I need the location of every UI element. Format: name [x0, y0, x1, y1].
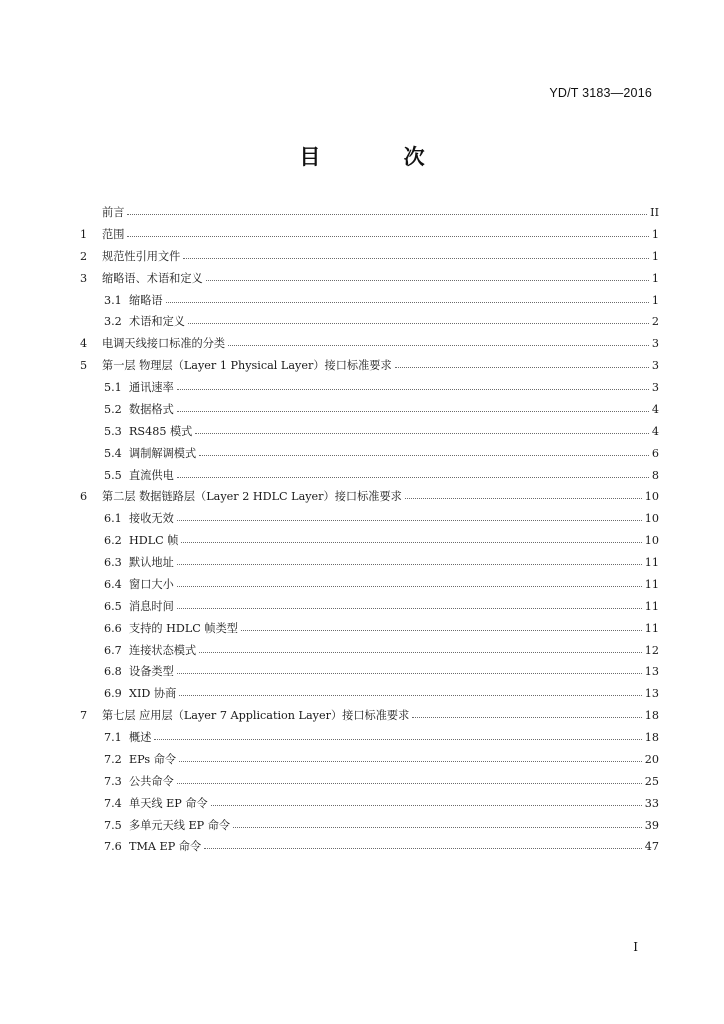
toc-entry-number: 6.3: [104, 556, 122, 569]
dot-leader: [188, 323, 649, 324]
toc-entry-number: 6.2: [104, 534, 122, 548]
dot-leader: [127, 236, 648, 237]
toc-entry-title: 公共命令: [129, 774, 174, 788]
toc-entry-number: 7.3: [104, 774, 122, 788]
toc-entry-title: RS485 模式: [129, 424, 193, 438]
toc-entry-number: 3.1: [104, 293, 122, 307]
dot-leader: [177, 389, 649, 390]
toc-entry-page: 13: [644, 665, 659, 679]
dot-leader: [183, 258, 649, 259]
dot-leader: [154, 739, 641, 740]
toc-entry-page: 11: [644, 599, 659, 613]
dot-leader: [177, 608, 642, 609]
toc-entry-number: 5.4: [104, 446, 122, 460]
toc-entry[interactable]: [80, 793, 659, 815]
toc-entry-page: 10: [644, 534, 659, 548]
toc-entry[interactable]: [80, 202, 659, 224]
toc-entry-title: 电调天线接口标准的分类: [102, 337, 226, 351]
standard-id: YD/T 3183—2016: [549, 86, 652, 100]
toc-entry-number: 7.4: [104, 796, 122, 810]
toc-entry[interactable]: [80, 421, 659, 443]
toc-entry-number: 7.1: [104, 731, 122, 744]
toc-entry-number: 6.9: [104, 687, 122, 701]
toc-entry-number: 6.1: [104, 512, 122, 526]
toc-entry-title: 第二层 数据链路层（Layer 2 HDLC Layer）接口标准要求: [102, 490, 402, 504]
toc-entry-page: 11: [644, 556, 659, 569]
toc-entry-title: 调制解调模式: [129, 446, 197, 460]
toc-entry[interactable]: [80, 290, 659, 312]
toc-entry-page: II: [650, 206, 659, 219]
toc-entry[interactable]: [80, 683, 659, 705]
toc-entry-page: 6: [651, 446, 659, 460]
toc-entry-page: 1: [651, 249, 659, 263]
toc-entry[interactable]: [80, 399, 659, 421]
toc-entry[interactable]: [80, 268, 659, 290]
toc-entry-page: 11: [644, 621, 659, 635]
toc-entry-page: 2: [651, 315, 659, 329]
toc-entry-number: 3: [80, 271, 88, 285]
toc-entry-title: 范围: [102, 227, 125, 241]
toc-entry[interactable]: [80, 224, 659, 246]
toc-entry-page: 20: [644, 752, 659, 766]
toc-entry-title: 支持的 HDLC 帧类型: [129, 621, 238, 635]
toc-entry[interactable]: [80, 815, 659, 837]
dot-leader: [228, 345, 649, 346]
toc-entry-page: 3: [651, 337, 659, 351]
dot-leader: [233, 827, 642, 828]
dot-leader: [177, 411, 649, 412]
toc-entry-page: 10: [644, 490, 659, 504]
dot-leader: [177, 783, 642, 784]
dot-leader: [179, 761, 642, 762]
toc-title: 目 次: [299, 145, 463, 169]
table-of-contents: [80, 202, 659, 858]
dot-leader: [199, 455, 649, 456]
toc-entry-page: 11: [644, 577, 659, 591]
toc-entry-number: 7.6: [104, 840, 122, 854]
dot-leader: [412, 717, 641, 718]
toc-entry[interactable]: [80, 771, 659, 793]
toc-entry-number: 6.6: [104, 621, 122, 635]
dot-leader: [195, 433, 649, 434]
toc-entry[interactable]: [80, 508, 659, 530]
toc-entry-title: 通讯速率: [129, 381, 174, 394]
toc-entry-page: 47: [644, 840, 659, 854]
toc-entry-page: 1: [651, 227, 659, 241]
toc-entry-page: 10: [644, 512, 659, 526]
toc-entry[interactable]: [80, 574, 659, 596]
toc-entry-number: 5.1: [104, 381, 122, 394]
toc-entry[interactable]: [80, 377, 659, 399]
dot-leader: [204, 848, 642, 849]
toc-entry-title: 消息时间: [129, 599, 174, 613]
toc-entry-number: 6.5: [104, 599, 122, 613]
toc-entry-title: 默认地址: [129, 556, 174, 569]
toc-entry[interactable]: [80, 640, 659, 662]
toc-entry-number: 6.8: [104, 665, 122, 679]
toc-entry-page: 1: [651, 293, 659, 307]
toc-entry-title: 多单元天线 EP 命令: [129, 818, 231, 832]
toc-entry-number: 5: [80, 359, 88, 373]
toc-entry-title: 缩略语: [129, 293, 163, 307]
dot-leader: [177, 520, 642, 521]
toc-entry-number: 6.7: [104, 643, 122, 657]
dot-leader: [199, 652, 642, 653]
toc-entry[interactable]: [80, 530, 659, 552]
toc-entry-page: 3: [651, 381, 659, 394]
toc-entry-page: 33: [644, 796, 659, 810]
dot-leader: [206, 280, 649, 281]
toc-entry[interactable]: [80, 727, 659, 749]
dot-leader: [127, 214, 647, 215]
toc-entry-title: 单天线 EP 命令: [129, 796, 208, 810]
dot-leader: [177, 673, 642, 674]
toc-entry-page: 4: [651, 402, 659, 416]
dot-leader: [181, 542, 641, 543]
toc-entry-title: EPs 命令: [129, 752, 177, 766]
toc-entry-number: 6: [80, 490, 88, 504]
toc-entry-title: 设备类型: [129, 665, 174, 679]
dot-leader: [179, 695, 641, 696]
toc-entry-number: 5.5: [104, 468, 122, 482]
toc-entry[interactable]: [80, 661, 659, 683]
toc-entry[interactable]: [80, 443, 659, 465]
toc-entry[interactable]: [80, 311, 659, 333]
toc-entry[interactable]: [80, 552, 659, 574]
toc-entry-page: 39: [644, 818, 659, 832]
toc-entry-number: 7.2: [104, 752, 122, 766]
toc-entry-number: 3.2: [104, 315, 122, 329]
toc-entry-number: 5.2: [104, 402, 122, 416]
toc-entry-number: 6.4: [104, 577, 122, 591]
toc-entry[interactable]: [80, 246, 659, 268]
toc-entry-title: 规范性引用文件: [102, 249, 181, 263]
toc-entry[interactable]: [80, 618, 659, 640]
dot-leader: [166, 302, 649, 303]
toc-entry-page: 3: [651, 359, 659, 373]
toc-entry-title: 接收无效: [129, 512, 174, 526]
toc-entry-number: 7: [80, 709, 88, 723]
toc-entry-title: 概述: [129, 731, 152, 744]
toc-entry-number: 7.5: [104, 818, 122, 832]
toc-entry-title: 第七层 应用层（Layer 7 Application Layer）接口标准要求: [102, 709, 410, 723]
toc-entry-title: 数据格式: [129, 402, 174, 416]
dot-leader: [177, 586, 642, 587]
toc-entry-title: 连接状态模式: [129, 643, 197, 657]
toc-entry[interactable]: [80, 705, 659, 727]
dot-leader: [395, 367, 649, 368]
toc-entry-title: 前言: [102, 206, 125, 219]
toc-entry-page: 4: [651, 424, 659, 438]
toc-entry-page: 13: [644, 687, 659, 701]
toc-entry-number: 1: [80, 227, 88, 241]
toc-entry-title: 直流供电: [129, 468, 174, 482]
toc-entry-page: 18: [644, 731, 659, 744]
toc-entry[interactable]: [80, 333, 659, 355]
dot-leader: [177, 564, 642, 565]
dot-leader: [211, 805, 642, 806]
toc-entry-title: TMA EP 命令: [129, 840, 202, 854]
toc-entry-number: 2: [80, 249, 88, 263]
toc-entry-title: 缩略语、术语和定义: [102, 271, 203, 285]
dot-leader: [405, 498, 642, 499]
page-number: I: [633, 940, 638, 954]
toc-entry-title: 窗口大小: [129, 577, 174, 591]
toc-entry-page: 8: [651, 468, 659, 482]
toc-entry-title: HDLC 帧: [129, 534, 179, 548]
toc-entry[interactable]: [80, 355, 659, 377]
toc-entry[interactable]: [80, 836, 659, 858]
toc-entry-title: XID 协商: [129, 687, 177, 701]
dot-leader: [241, 630, 642, 631]
toc-entry[interactable]: [80, 465, 659, 487]
toc-entry[interactable]: [80, 749, 659, 771]
toc-entry-page: 18: [644, 709, 659, 723]
toc-entry-page: 12: [644, 643, 659, 657]
toc-entry-page: 25: [644, 774, 659, 788]
toc-entry-title: 术语和定义: [129, 315, 185, 329]
toc-entry-number: 5.3: [104, 424, 122, 438]
toc-entry[interactable]: [80, 486, 659, 508]
toc-entry-page: 1: [651, 271, 659, 285]
dot-leader: [177, 477, 649, 478]
toc-entry-number: 4: [80, 337, 88, 351]
toc-entry[interactable]: [80, 596, 659, 618]
toc-entry-title: 第一层 物理层（Layer 1 Physical Layer）接口标准要求: [102, 359, 392, 373]
